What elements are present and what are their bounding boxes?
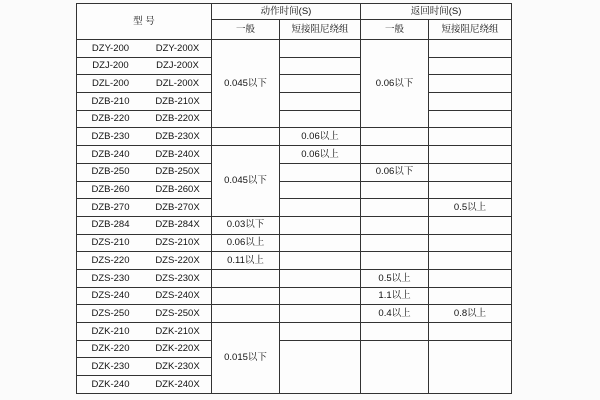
return-general-cell: 0.5以上: [361, 269, 429, 287]
model-name-right: DZB-250X: [155, 166, 200, 178]
table-row: [77, 93, 512, 111]
model-cell: [77, 376, 212, 394]
model-cell: [77, 340, 212, 358]
action-general-cell: 0.045以下: [212, 40, 280, 128]
model-name-left: DZB-210: [91, 95, 130, 107]
action-damping-cell: [280, 199, 361, 217]
table-row: [77, 269, 512, 287]
model-name-right: DZB-240X: [155, 148, 200, 160]
header-model: 型 号: [77, 4, 212, 40]
model-name-right: DZB-210X: [155, 95, 200, 107]
model-name-left: DZK-240: [91, 378, 130, 390]
table-row: [77, 199, 512, 217]
model-name-right: DZS-210X: [155, 237, 200, 249]
model-name-right: DZY-200X: [155, 42, 200, 54]
action-damping-cell: [280, 93, 361, 111]
table-row: [77, 181, 512, 199]
return-damping-cell: [429, 75, 512, 93]
model-name-right: DZK-220X: [155, 343, 200, 355]
model-cell: [77, 128, 212, 146]
model-cell: [77, 305, 212, 323]
action-damping-cell: [280, 163, 361, 181]
action-damping-cell: [280, 340, 361, 393]
return-damping-cell: [429, 146, 512, 164]
return-general-cell: 0.4以上: [361, 305, 429, 323]
model-name-right: DZK-230X: [155, 360, 200, 372]
model-name-right: DZS-250X: [155, 307, 200, 319]
model-name-right: DZK-240X: [155, 378, 200, 390]
model-cell: [77, 40, 212, 58]
table-row: [77, 40, 512, 58]
model-name-left: DZS-230: [91, 272, 130, 284]
model-cell: [77, 93, 212, 111]
action-damping-cell: [280, 323, 361, 341]
model-cell: [77, 163, 212, 181]
model-name-right: DZK-210X: [155, 325, 200, 337]
table-row: [77, 75, 512, 93]
return-damping-cell: [429, 287, 512, 305]
return-damping-cell: [429, 128, 512, 146]
model-cell: [77, 110, 212, 128]
return-damping-cell: [429, 40, 512, 58]
model-name-right: DZS-220X: [155, 254, 200, 266]
model-name-left: DZB-220: [91, 113, 130, 125]
model-cell: [77, 75, 212, 93]
model-name-right: DZB-270X: [155, 201, 200, 213]
action-general-cell: [212, 269, 280, 287]
model-cell: [77, 181, 212, 199]
table-row: [77, 57, 512, 75]
action-damping-cell: [280, 234, 361, 252]
model-name-left: DZJ-200: [92, 60, 129, 72]
table-row: [77, 110, 512, 128]
model-name-left: DZB-230: [91, 131, 130, 143]
return-general-cell: 0.06以下: [361, 40, 429, 128]
action-damping-cell: [280, 75, 361, 93]
return-damping-cell: 0.5以上: [429, 199, 512, 217]
header-action-general: 一般: [212, 20, 280, 40]
model-cell: [77, 199, 212, 217]
return-damping-cell: [429, 216, 512, 234]
return-damping-cell: [429, 340, 512, 393]
model-name-right: DZJ-200X: [156, 60, 199, 72]
model-name-right: DZB-284X: [155, 219, 200, 231]
model-cell: [77, 287, 212, 305]
action-damping-cell: [280, 40, 361, 58]
return-damping-cell: [429, 252, 512, 270]
action-damping-cell: [280, 287, 361, 305]
model-name-right: DZB-260X: [155, 184, 200, 196]
model-cell: [77, 234, 212, 252]
table-row: [77, 305, 512, 323]
model-cell: [77, 269, 212, 287]
action-damping-cell: [280, 305, 361, 323]
model-name-right: DZB-230X: [155, 131, 200, 143]
model-name-right: DZL-200X: [155, 77, 200, 89]
return-damping-cell: 0.8以上: [429, 305, 512, 323]
action-general-cell: 0.03以下: [212, 216, 280, 234]
action-damping-cell: 0.06以上: [280, 128, 361, 146]
return-damping-cell: [429, 323, 512, 341]
action-general-cell: 0.11以上: [212, 252, 280, 270]
model-name-left: DZY-200: [91, 42, 130, 54]
model-name-left: DZB-270: [91, 201, 130, 213]
model-name-left: DZB-240: [91, 148, 130, 160]
model-name-left: DZB-284: [91, 219, 130, 231]
table-row: [77, 287, 512, 305]
table-row: [77, 252, 512, 270]
action-damping-cell: [280, 110, 361, 128]
model-name-right: DZS-230X: [155, 272, 200, 284]
return-damping-cell: [429, 234, 512, 252]
action-damping-cell: [280, 57, 361, 75]
table-row: [77, 216, 512, 234]
table-row: [77, 340, 512, 358]
table-row: [77, 234, 512, 252]
model-cell: [77, 323, 212, 341]
model-name-left: DZS-210: [91, 237, 130, 249]
action-damping-cell: [280, 181, 361, 199]
model-name-left: DZL-200: [92, 77, 129, 89]
action-damping-cell: [280, 269, 361, 287]
model-cell: [77, 146, 212, 164]
return-general-cell: [361, 340, 429, 393]
return-general-cell: [361, 128, 429, 146]
relay-timing-table: [76, 3, 512, 394]
model-name-left: DZB-260: [91, 184, 130, 196]
return-damping-cell: [429, 110, 512, 128]
return-damping-cell: [429, 163, 512, 181]
return-general-cell: [361, 234, 429, 252]
model-cell: [77, 57, 212, 75]
model-cell: [77, 252, 212, 270]
model-name-left: DZS-250: [91, 307, 130, 319]
return-general-cell: [361, 199, 429, 217]
table-row: [77, 128, 512, 146]
return-general-cell: [361, 146, 429, 164]
action-damping-cell: [280, 252, 361, 270]
return-damping-cell: [429, 181, 512, 199]
table-body: [77, 40, 512, 394]
action-damping-cell: 0.06以上: [280, 146, 361, 164]
model-name-left: DZB-250: [91, 166, 130, 178]
model-name-left: DZS-240: [91, 290, 130, 302]
table-row: [77, 323, 512, 341]
model-name-right: DZB-220X: [155, 113, 200, 125]
action-general-cell: 0.045以下: [212, 146, 280, 217]
return-general-cell: 1.1以上: [361, 287, 429, 305]
model-name-left: DZK-220: [91, 343, 130, 355]
action-general-cell: 0.06以上: [212, 234, 280, 252]
return-general-cell: [361, 252, 429, 270]
model-name-left: DZK-210: [91, 325, 130, 337]
table-row: [77, 146, 512, 164]
header-return-damping: 短接阻尼绕组: [429, 20, 512, 40]
return-general-cell: [361, 323, 429, 341]
return-damping-cell: [429, 93, 512, 111]
model-cell: [77, 358, 212, 376]
return-damping-cell: [429, 269, 512, 287]
table-row: [77, 163, 512, 181]
model-name-left: DZS-220: [91, 254, 130, 266]
model-name-left: DZK-230: [91, 360, 130, 372]
action-general-cell: 0.015以下: [212, 323, 280, 394]
return-general-cell: [361, 181, 429, 199]
header-action-time: 动作时间(S): [212, 4, 361, 20]
model-cell: [77, 216, 212, 234]
model-name-right: DZS-240X: [155, 290, 200, 302]
action-damping-cell: [280, 216, 361, 234]
return-general-cell: 0.06以下: [361, 163, 429, 181]
action-general-cell: [212, 128, 280, 146]
action-general-cell: [212, 287, 280, 305]
header-return-time: 返回时间(S): [361, 4, 512, 20]
header-action-damping: 短接阻尼绕组: [280, 20, 361, 40]
header-return-general: 一般: [361, 20, 429, 40]
return-general-cell: [361, 216, 429, 234]
action-general-cell: [212, 305, 280, 323]
return-damping-cell: [429, 57, 512, 75]
